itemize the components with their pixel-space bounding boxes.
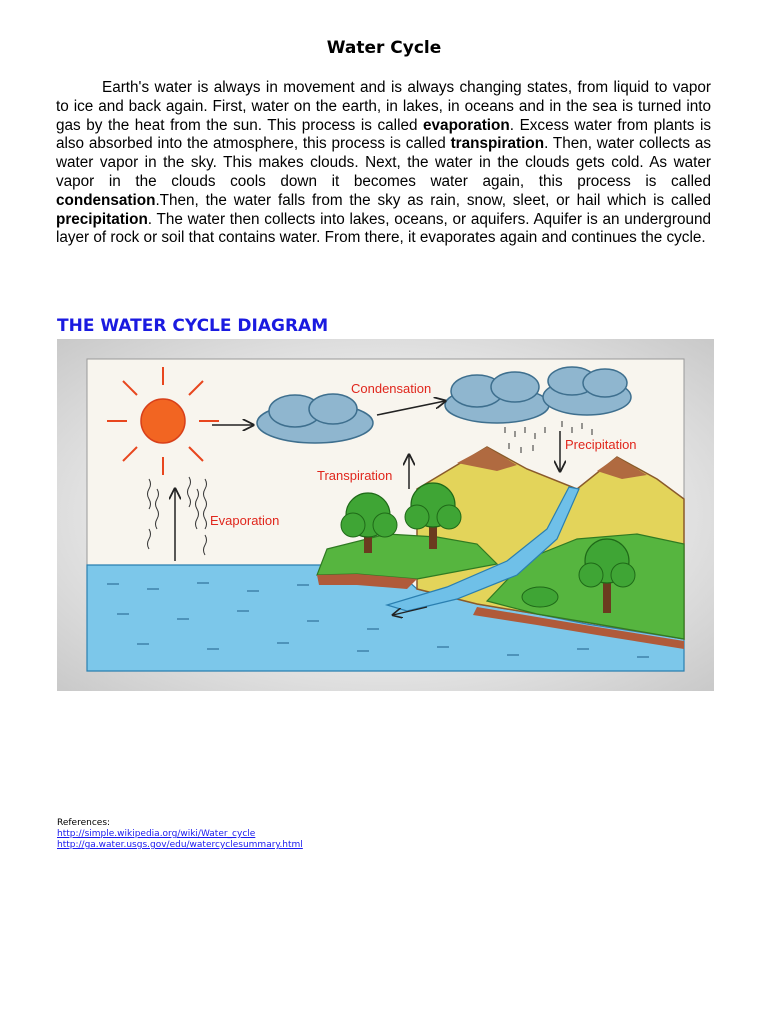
key-term: precipitation [56,210,148,228]
key-term: transpiration [450,135,545,153]
paragraph-text: .Then, the water falls from the sky as rain, snow, sleet, or hail which is called [155,191,711,209]
references [57,818,303,851]
label-transpiration: Transpiration [317,468,393,483]
label-condensation: Condensation [351,381,432,396]
paragraph-text: . Then, water collects as water vapor in the sky. This makes clouds. Next, the water in the clouds gets cold. As water vapor in the clouds cools down it becomes water again, this process is called [56,135,711,190]
label-evaporation: Evaporation [210,513,280,528]
references-label: References: [57,818,111,828]
paragraph-text: . The water then collects into lakes, oceans, or aquifers. Aquifer is an underground layer of rock or soil that contains water. From there, it evaporates again and continues the cycle. [56,210,711,247]
diagram-frame [57,339,714,691]
paragraph-text: Earth's water is always in movement and is always changing states, from liquid to vapor to ice and back again. First, water on the earth, in lakes, in oceans and in the sea is turned into gas by the heat from the sun. This process is called [56,79,711,134]
water-cycle-diagram [57,339,714,691]
key-term: evaporation [423,116,510,134]
reference-link-2[interactable]: http://ga.water.usgs.gov/edu/watercyclesummary.html [57,840,303,850]
intro-paragraph [56,79,711,248]
label-precipitation: Precipitation [565,437,637,452]
sun-illustration [107,367,219,475]
paragraph-text: . Excess water from plants is also absorbed into the atmosphere, this process is called [56,116,711,153]
bush [522,587,558,607]
key-term: condensation [56,191,156,209]
reference-link-1[interactable]: http://simple.wikipedia.org/wiki/Water_cycle [57,829,256,839]
diagram-heading: THE WATER CYCLE DIAGRAM [57,316,329,336]
page-title: Water Cycle [326,38,442,58]
